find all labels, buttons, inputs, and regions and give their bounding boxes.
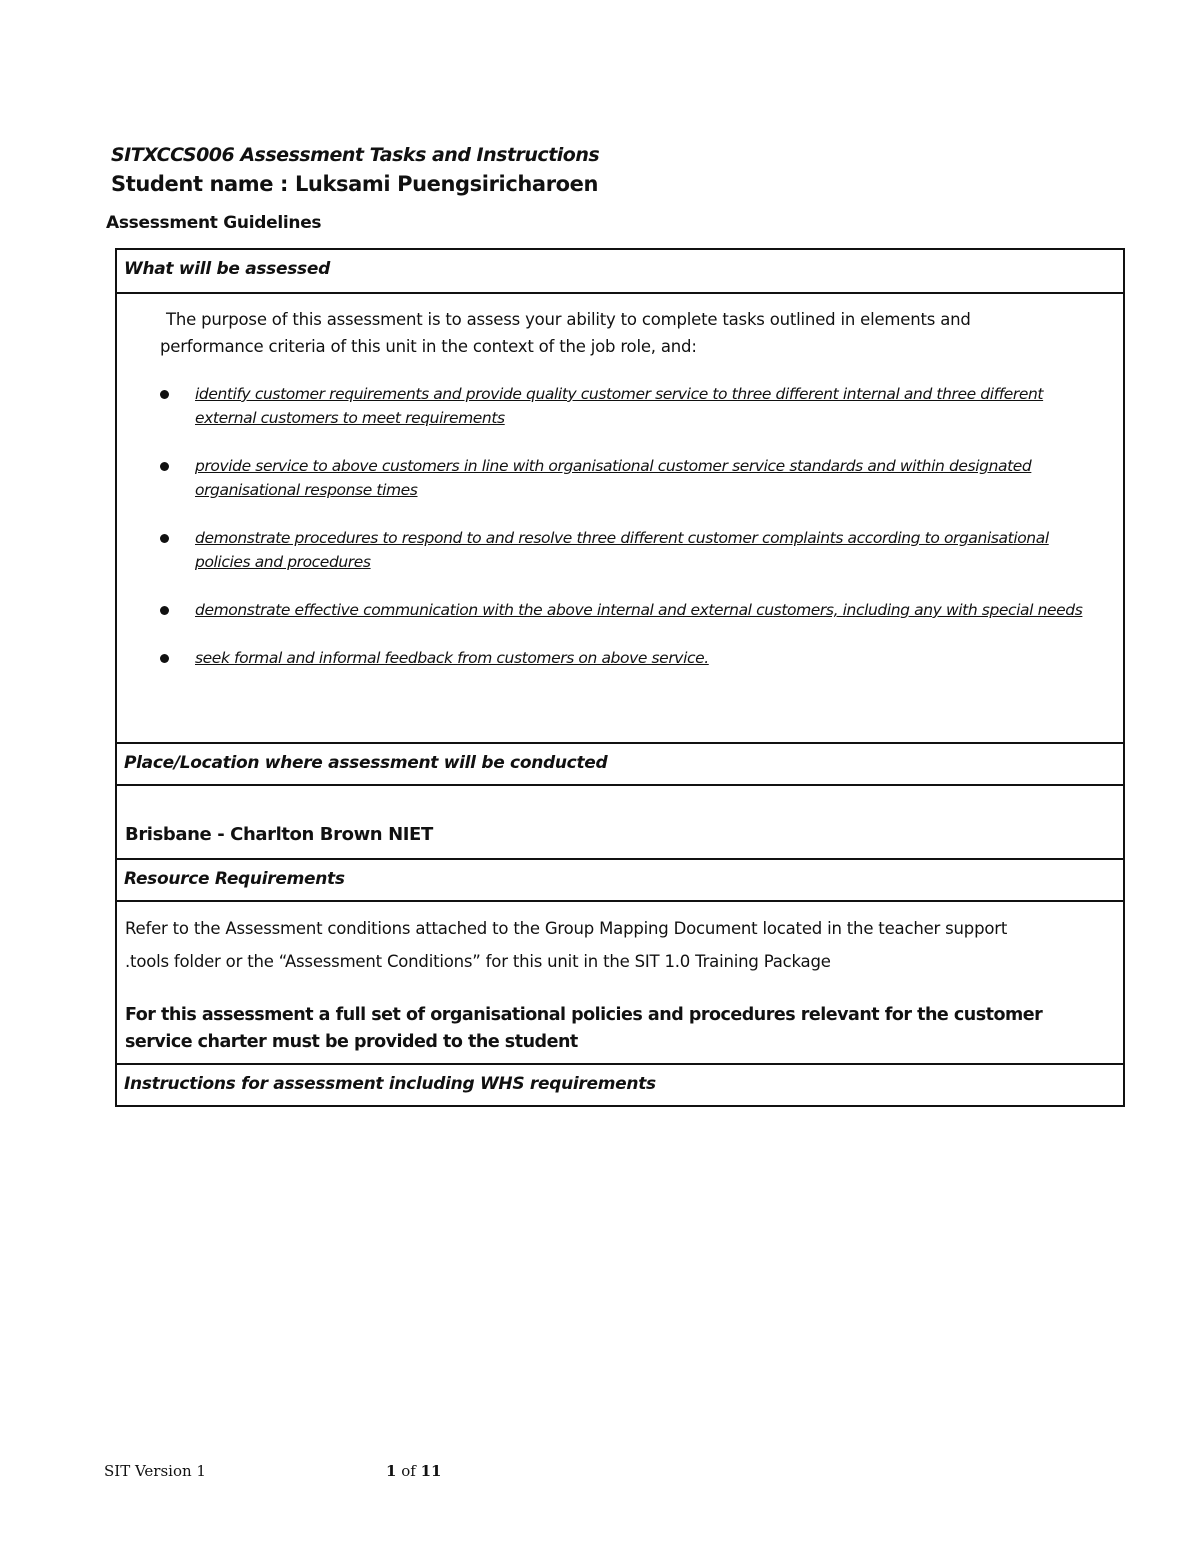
footer-version: SIT Version 1 (104, 1462, 206, 1480)
page-current: 1 (386, 1462, 397, 1480)
bullet-icon (160, 654, 169, 663)
place-content (117, 784, 1123, 858)
resource-line-2: .tools folder or the “Assessment Conditions” for this unit in the SIT 1.0 Training Package (125, 952, 831, 971)
instructions-header: Instructions for assessment including WHS requirements (117, 1063, 1123, 1105)
bullet-text: identify customer requirements and provide quality customer service to three different internal and three different external customers to meet requirements (195, 385, 1044, 427)
list-item (157, 646, 1097, 670)
assessed-content (117, 292, 1123, 742)
bullet-icon (160, 390, 169, 399)
resource-text (125, 912, 1105, 978)
document-title: SITXCCS006 Assessment Tasks and Instructions (111, 144, 600, 166)
resource-header: Resource Requirements (117, 858, 1123, 900)
list-item (157, 382, 1097, 430)
bullet-text: demonstrate effective communication with the above internal and external customers, including any with special needs (195, 601, 1083, 619)
intro-text (160, 306, 1060, 360)
bullet-text: provide service to above customers in line with organisational customer service standards and within designated organisational response times (195, 457, 1032, 499)
bullet-icon (160, 606, 169, 615)
bullet-text: seek formal and informal feedback from customers on above service. (195, 649, 709, 667)
assessment-guidelines-table (115, 248, 1125, 1107)
resource-line-1: Refer to the Assessment conditions attached to the Group Mapping Document located in the teacher support (125, 919, 1008, 938)
list-item (157, 454, 1097, 502)
page-total: 11 (420, 1462, 442, 1480)
page-of: of (401, 1462, 416, 1480)
footer-page-number (386, 1462, 441, 1480)
resource-content (117, 900, 1123, 1063)
place-header: Place/Location where assessment will be conducted (117, 742, 1123, 784)
resource-bold-note: For this assessment a full set of organisational policies and procedures relevant for the customer service charter must be provided to the student (125, 1005, 1043, 1052)
student-name: Student name : Luksami Puengsiricharoen (111, 172, 599, 196)
bullet-icon (160, 534, 169, 543)
section-heading: Assessment Guidelines (106, 213, 322, 233)
list-item (157, 526, 1097, 574)
list-item (157, 598, 1097, 622)
place-value: Brisbane - Charlton Brown NIET (125, 824, 433, 845)
criteria-list (157, 382, 1097, 694)
intro-line-1: The purpose of this assessment is to assess your ability to complete tasks outlined in elements and (166, 310, 971, 329)
assessed-header: What will be assessed (124, 259, 330, 279)
bullet-icon (160, 462, 169, 471)
intro-line-2: performance criteria of this unit in the context of the job role, and: (160, 337, 697, 356)
bullet-text: demonstrate procedures to respond to and resolve three different customer complaints according to organisational policies and procedures (195, 529, 1049, 571)
